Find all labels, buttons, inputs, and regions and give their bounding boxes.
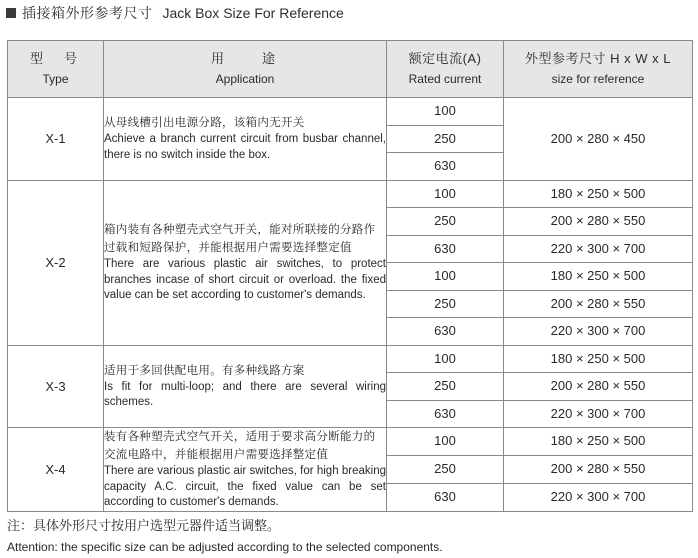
table-row	[8, 180, 693, 208]
size-cell: 220 × 300 × 700	[504, 235, 693, 263]
type-cell: X-1	[8, 98, 104, 181]
current-cell: 100	[387, 180, 504, 208]
type-cell: X-2	[8, 180, 104, 345]
application-en: Achieve a branch current circuit from busbar channel, there is no switch inside the box.	[104, 133, 386, 161]
size-cell: 220 × 300 × 700	[504, 483, 693, 511]
header-size-cn: 外型参考尺寸 H x W x L	[525, 51, 671, 66]
application-cell	[104, 345, 387, 428]
application-cn: 从母线槽引出电源分路，该箱内无开关	[104, 117, 305, 130]
application-en: Is fit for multi-loop; and there are several wiring schemes.	[104, 380, 386, 409]
size-cell: 200 × 280 × 550	[504, 290, 693, 318]
size-cell: 180 × 250 × 500	[504, 428, 693, 456]
footnote	[7, 518, 443, 555]
size-cell: 200 × 280 × 550	[504, 455, 693, 483]
size-table	[7, 40, 693, 512]
current-cell: 250	[387, 125, 504, 153]
header-type	[8, 41, 104, 98]
size-cell: 220 × 300 × 700	[504, 400, 693, 428]
current-cell: 100	[387, 428, 504, 456]
table-row	[8, 428, 693, 456]
footnote-en: Attention: the specific size can be adjusted according to the selected components.	[7, 540, 443, 554]
application-cell	[104, 428, 387, 512]
size-cell: 180 × 250 × 500	[504, 345, 693, 373]
size-cell: 200 × 280 × 550	[504, 208, 693, 236]
application-cn: 箱内装有各种塑壳式空气开关，能对所联接的分路作过载和短路保护，并能根据用户需要选择整定值	[104, 224, 376, 255]
header-size	[504, 41, 693, 98]
header-application	[104, 41, 387, 98]
type-cell: X-3	[8, 345, 104, 428]
application-en: There are various plastic air switches, for high breaking capacity A.C. circuit, the fixed value can be set according to customer's demands.	[104, 465, 386, 508]
current-cell: 100	[387, 98, 504, 126]
header-type-en: Type	[42, 72, 69, 86]
size-cell: 200 × 280 × 450	[504, 98, 693, 181]
size-cell: 220 × 300 × 700	[504, 318, 693, 346]
application-en: There are various plastic air switches, to protect branches incase of short circuit or overload. the fixed value can be set according to customer's demands.	[104, 258, 386, 302]
header-current	[387, 41, 504, 98]
header-application-en: Application	[215, 72, 275, 86]
size-cell: 200 × 280 × 550	[504, 373, 693, 401]
current-cell: 100	[387, 263, 504, 291]
current-cell: 100	[387, 345, 504, 373]
title-chinese: 插接箱外形参考尺寸	[22, 6, 153, 22]
current-cell: 250	[387, 290, 504, 318]
header-type-cn: 型 号	[29, 51, 81, 66]
current-cell: 630	[387, 483, 504, 511]
size-cell: 180 × 250 × 500	[504, 180, 693, 208]
current-cell: 630	[387, 400, 504, 428]
size-cell: 180 × 250 × 500	[504, 263, 693, 291]
current-cell: 250	[387, 373, 504, 401]
current-cell: 250	[387, 455, 504, 483]
title-bullet-icon	[6, 8, 16, 18]
current-cell: 630	[387, 153, 504, 181]
table-header-row	[8, 41, 693, 98]
current-cell: 630	[387, 235, 504, 263]
application-cell	[104, 98, 387, 181]
page-header	[6, 2, 344, 24]
type-cell: X-4	[8, 428, 104, 512]
title-english: Jack Box Size For Reference	[162, 5, 344, 21]
header-current-en: Rated current	[408, 72, 482, 86]
current-cell: 250	[387, 208, 504, 236]
table-body	[8, 98, 693, 512]
table-row	[8, 345, 693, 373]
header-size-en: size for reference	[551, 72, 645, 86]
application-cell	[104, 180, 387, 345]
header-application-cn: 用 途	[210, 51, 279, 66]
footnote-cn: 注：具体外形尺寸按用户选型元器件适当调整。	[7, 519, 281, 534]
table-row	[8, 98, 693, 126]
header-current-cn: 额定电流(A)	[408, 51, 482, 66]
application-cn: 适用于多回供配电用。有多种线路方案	[104, 364, 305, 377]
current-cell: 630	[387, 318, 504, 346]
application-cn: 装有各种塑壳式空气开关，适用于要求高分断能力的交流电路中，并能根据用户需要选择整定值	[104, 431, 376, 461]
